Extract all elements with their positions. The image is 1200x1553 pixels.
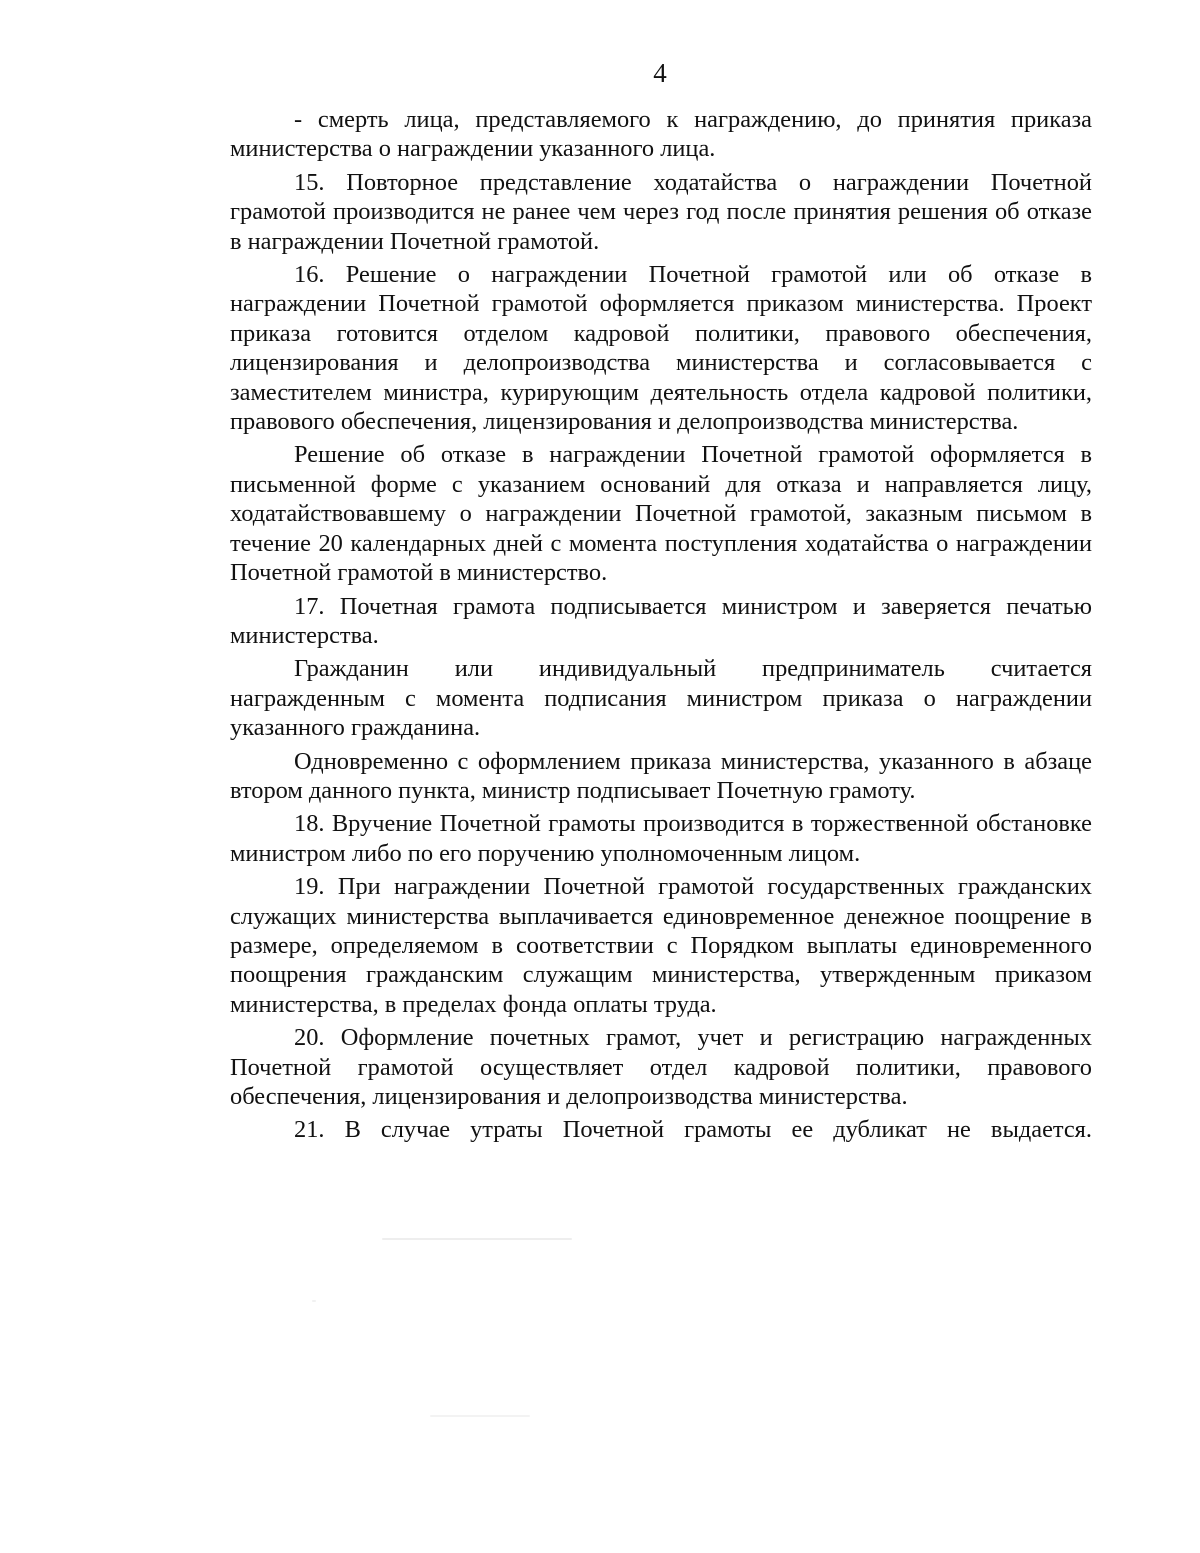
paragraph-18: 18. Вручение Почетной грамоты производится в торжественной обстановке министром либо по его поручению уполномоченным лицом.: [230, 810, 1092, 867]
page-number: 4: [653, 58, 667, 88]
paragraph-16: 16. Решение о награждении Почетной грамотой или об отказе в награждении Почетной грамотой оформляется приказом министерства. Проект приказа готовится отделом кадровой политики, правового обеспечения, лицензирования и делопроизводства министерства и согласовывается с заместителем министра, курирующим деятельность отдела кадровой политики, правового обеспечения, лицензирования и делопроизводства министерства.: [230, 261, 1092, 436]
paragraph-17-signing: Одновременно с оформлением приказа министерства, указанного в абзаце втором данного пункта, министр подписывает Почетную грамоту.: [230, 747, 1092, 804]
paragraph-19: 19. При награждении Почетной грамотой государственных гражданских служащих министерства выплачивается единовременное денежное поощрение в размере, определяемом в соответствии с Порядком выплаты единовременного поощрения гражданским служащим министерства, утвержденным приказом министерства, в пределах фонда оплаты труда.: [230, 873, 1092, 1018]
paragraph-15: 15. Повторное представление ходатайства о награждении Почетной грамотой производится не ранее чем через год после принятия решения об отказе в награждении Почетной грамотой.: [230, 168, 1092, 255]
scan-artifact: [312, 1300, 316, 1302]
paragraph-17-awarded: Гражданин или индивидуальный предприниматель считается награжденным с момента подписания министром приказа о награждении указанного гражданина.: [230, 655, 1092, 742]
document-body: [230, 105, 1092, 1149]
paragraph-21: 21. В случае утраты Почетной грамоты ее дубликат не выдается.: [294, 1116, 1092, 1144]
scan-artifact: [430, 1415, 530, 1417]
paragraph-17: 17. Почетная грамота подписывается министром и заверяется печатью министерства.: [230, 592, 1092, 649]
paragraph-death-clause: - смерть лица, представляемого к награждению, до принятия приказа министерства о награждении указанного лица.: [230, 106, 1092, 163]
scan-artifact: [382, 1238, 572, 1240]
paragraph-16-refusal: Решение об отказе в награждении Почетной грамотой оформляется в письменной форме с указанием оснований для отказа и направляется лицу, ходатайствовавшему о награждении Почетной грамотой, заказным письмом в течение 20 календарных дней с момента поступления ходатайства о награждении Почетной грамотой в министерство.: [230, 441, 1092, 587]
paragraph-20: 20. Оформление почетных грамот, учет и регистрацию награжденных Почетной грамотой осуществляет отдел кадровой политики, правового обеспечения, лицензирования и делопроизводства министерства.: [230, 1024, 1092, 1110]
